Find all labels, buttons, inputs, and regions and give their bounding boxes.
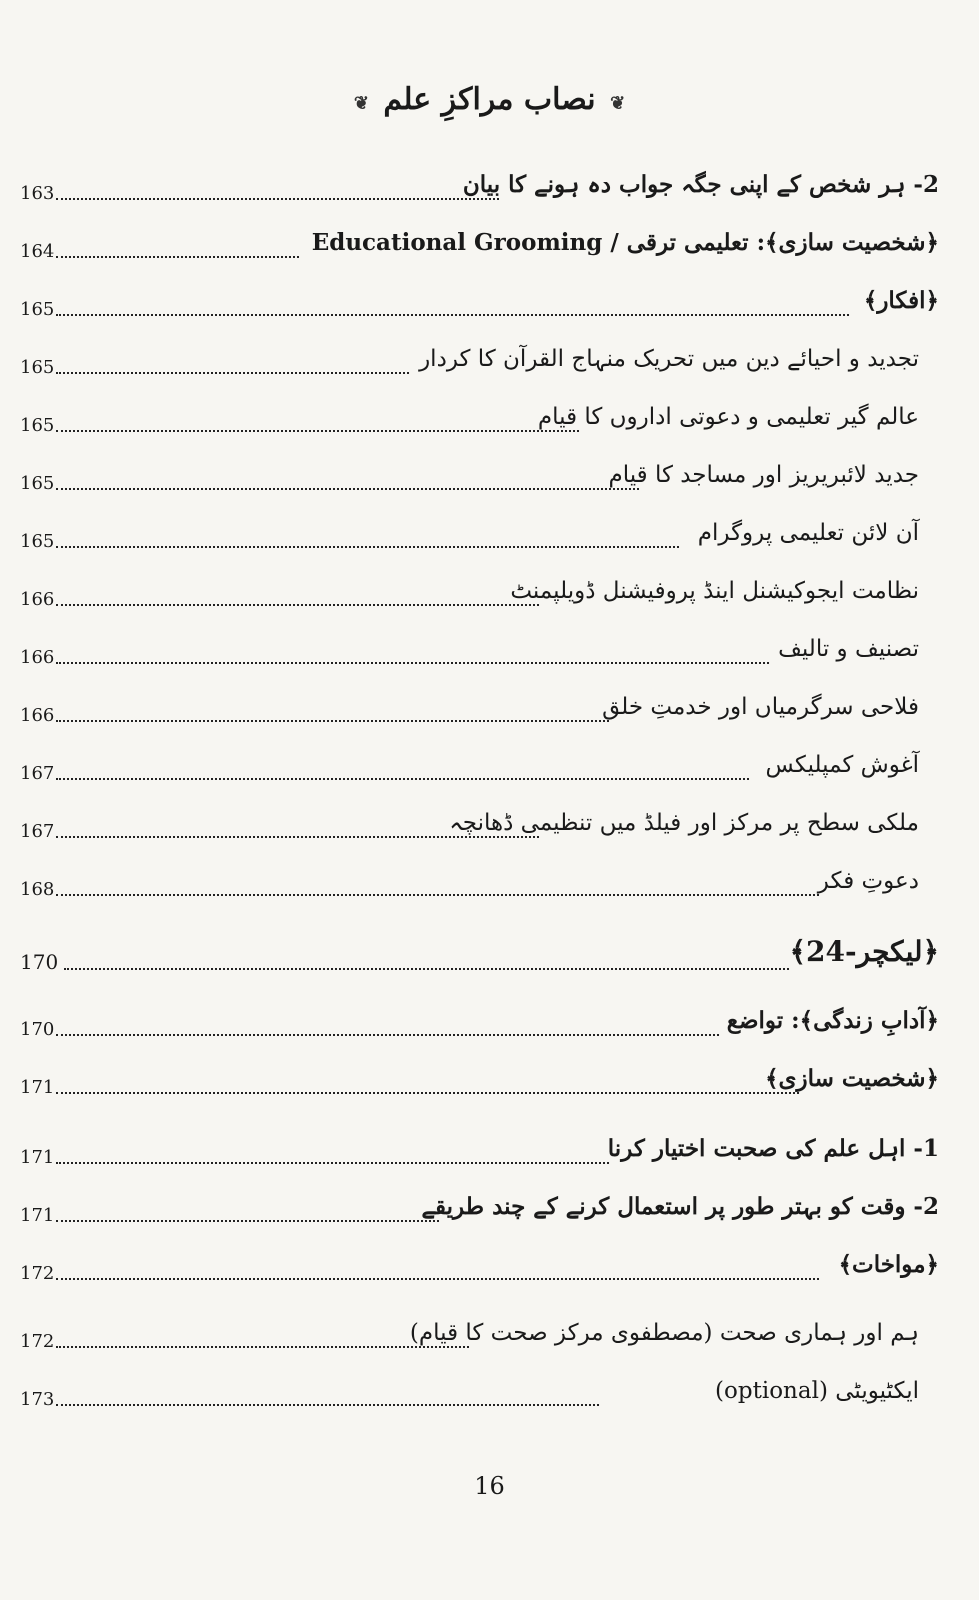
toc-entry-text: ایکٹیویٹی (optional)	[715, 1378, 919, 1404]
toc-entry-text: نظامت ایجوکیشنل اینڈ پروفیشنل ڈویلپمنٹ	[510, 578, 919, 604]
toc-page-number: 172	[20, 1331, 55, 1352]
toc-entry-text: ﴿مواخات﴾	[838, 1251, 939, 1278]
toc-page-number: 171	[20, 1147, 55, 1168]
toc-entry	[20, 450, 939, 494]
toc-entry	[20, 276, 939, 320]
header-title: نصاب مراکزِ علم	[383, 82, 596, 117]
dot-leader	[56, 778, 749, 780]
toc-page-number: 165	[20, 415, 55, 436]
toc-entry	[20, 996, 939, 1040]
toc-page-number: 166	[20, 705, 55, 726]
toc-entry	[20, 160, 939, 204]
ornament-icon: ❦	[353, 93, 369, 114]
toc-page-number: 165	[20, 473, 55, 494]
toc-page-number: 173	[20, 1389, 55, 1410]
dot-leader	[56, 1162, 609, 1164]
toc-entry	[20, 798, 939, 842]
dot-leader	[56, 1278, 819, 1280]
toc-entry-text: آغوش کمپلیکس	[765, 752, 919, 778]
toc-entry	[20, 392, 939, 436]
toc-page-number: 167	[20, 821, 55, 842]
toc-page-number: 168	[20, 879, 55, 900]
toc-entry-text: 1- اہل علم کی صحبت اختیار کرنا	[607, 1135, 939, 1162]
toc-entry	[20, 218, 939, 262]
dot-leader	[56, 662, 769, 664]
dot-leader	[56, 894, 819, 896]
toc-entry	[20, 682, 939, 726]
toc-page-number: 171	[20, 1205, 55, 1226]
toc-page-number: 164	[20, 241, 55, 262]
toc-entry-text: دعوتِ فکر	[817, 868, 919, 894]
dot-leader	[56, 1092, 799, 1094]
dot-leader	[56, 372, 409, 374]
toc-entry-text: تصنیف و تالیف	[778, 636, 919, 662]
toc-entry	[20, 334, 939, 378]
lecture-title: ﴿لیکچر-24﴾	[789, 935, 939, 968]
toc-page-number: 166	[20, 589, 55, 610]
ornament-icon: ❦	[610, 93, 626, 114]
toc-page-number: 165	[20, 531, 55, 552]
dot-leader	[56, 546, 679, 548]
toc-page-number: 170	[20, 950, 59, 974]
toc-entry	[20, 1054, 939, 1098]
dot-leader	[56, 430, 579, 432]
toc-entry	[20, 1182, 939, 1226]
toc-page-number: 172	[20, 1263, 55, 1284]
toc-entry-text: ﴿شخصیت سازی﴾: تعلیمی ترقی / Educational Grooming	[311, 229, 939, 256]
dot-leader	[56, 1034, 719, 1036]
toc-lecture-heading	[20, 930, 939, 974]
toc-entry	[20, 740, 939, 784]
toc-entry	[20, 624, 939, 668]
toc-page-number: 163	[20, 183, 55, 204]
toc-entry-text: فلاحی سرگرمیاں اور خدمتِ خلق	[602, 694, 919, 720]
toc-entry	[20, 1240, 939, 1284]
toc-entry-text: ﴿شخصیت سازی﴾	[765, 1065, 939, 1092]
dot-leader	[56, 314, 849, 316]
toc-entry-text: ملکی سطح پر مرکز اور فیلڈ میں تنظیمی ڈھانچہ	[449, 810, 919, 836]
toc-entry-text: آن لائن تعلیمی پروگرام	[697, 520, 919, 546]
toc-entry	[20, 566, 939, 610]
dot-leader	[56, 488, 639, 490]
dot-leader	[56, 1346, 469, 1348]
toc-page-number: 170	[20, 1019, 55, 1040]
toc-page-number: 165	[20, 357, 55, 378]
toc-entry-text: تجدید و احیائے دین میں تحریک منہاج القرآن کا کردار	[419, 346, 919, 372]
toc-entry	[20, 508, 939, 552]
dot-leader	[56, 604, 539, 606]
dot-leader	[56, 720, 609, 722]
toc-entry-text: 2- ہر شخص کے اپنی جگہ جواب دہ ہونے کا بیان	[462, 171, 939, 198]
toc-entry-text: عالم گیر تعلیمی و دعوتی اداروں کا قیام	[537, 404, 919, 430]
toc-entry-text: ﴿افکار﴾	[863, 287, 939, 314]
toc-entry	[20, 1308, 939, 1352]
dot-leader	[56, 256, 299, 258]
toc-entry	[20, 1366, 939, 1410]
dot-leader	[56, 836, 539, 838]
toc-entry-text: جدید لائبریریز اور مساجد کا قیام	[608, 462, 919, 488]
dot-leader	[56, 1220, 439, 1222]
running-header	[0, 82, 979, 117]
toc-entry-text: ﴿آدابِ زندگی﴾: تواضع	[726, 1007, 939, 1034]
dot-leader	[64, 968, 789, 970]
dot-leader	[56, 1404, 599, 1406]
toc-entry-text: ہم اور ہماری صحت (مصطفوی مرکز صحت کا قیام)	[409, 1320, 919, 1346]
toc-page-number: 166	[20, 647, 55, 668]
toc-page-number: 167	[20, 763, 55, 784]
toc-entry	[20, 1124, 939, 1168]
toc-page-number: 165	[20, 299, 55, 320]
toc-page-number: 171	[20, 1077, 55, 1098]
toc-entry	[20, 856, 939, 900]
toc-entry-text: 2- وقت کو بہتر طور پر استعمال کرنے کے چند طریقے	[421, 1193, 939, 1220]
page-number-footer: 16	[474, 1472, 505, 1500]
dot-leader	[56, 198, 499, 200]
